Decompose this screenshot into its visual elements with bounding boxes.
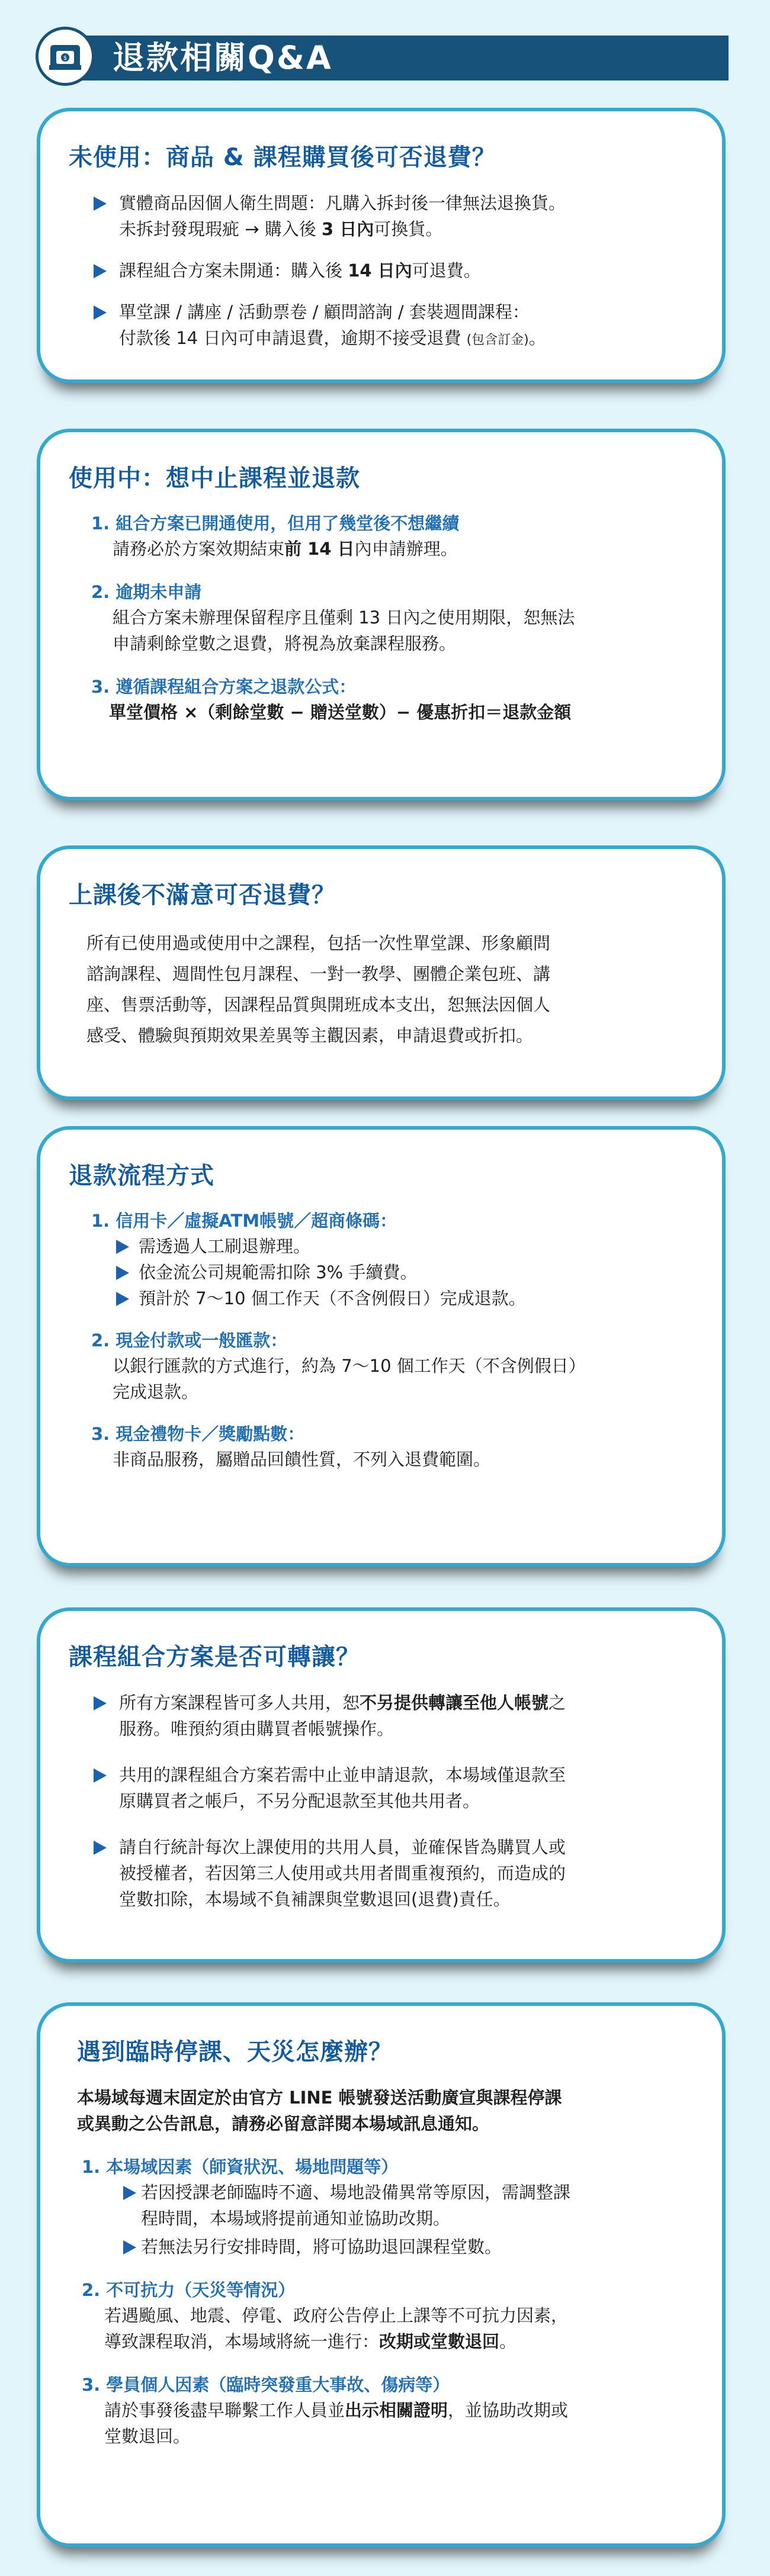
triangle-bullet-icon: [116, 1266, 129, 1280]
intro-text: 或異動之公告訊息，請務必留意詳閱本場域訊息通知。: [77, 2114, 490, 2134]
card-title: 使用中：想中止課程並退款: [69, 465, 360, 492]
numbered-heading: 1. 本場域因素（師資狀況、場地問題等）: [82, 2157, 399, 2177]
card-class-suspension: [37, 2002, 726, 2547]
triangle-bullet-icon: [116, 1240, 129, 1254]
triangle-bullet-icon: [94, 305, 107, 320]
triangle-bullet-icon: [94, 1841, 107, 1855]
item-text: 原購買者之帳戶，不另分配退款至其他共用者。: [119, 1791, 480, 1811]
item-text: 請於事發後盡早聯繫工作人員並出示相關證明，並協助改期或: [104, 2400, 569, 2420]
item-text: 若遇颱風、地震、停電、政府公告停止上課等不可抗力因素，: [104, 2305, 569, 2326]
paragraph-line: 諮詢課程、週間性包月課程、一對一教學、團體企業包班、講: [86, 964, 551, 984]
paragraph-line: 座、售票活動等，因課程品質與開班成本支出，恕無法因個人: [86, 995, 551, 1015]
item-text: 被授權者，若因第三人使用或共用者間重複預約，而造成的: [119, 1863, 566, 1883]
list-item: 預計於 7～10 個工作天（不含例假日）完成退款。: [69, 1285, 681, 1311]
list-item: [69, 190, 681, 242]
card-unsatisfied: [37, 845, 726, 1100]
page-title: 退款相關Q&A: [113, 39, 333, 76]
item-text: 服務。唯預約須由購買者帳號操作。: [119, 1719, 394, 1739]
item-text: 申請剩餘堂數之退費，將視為放棄課程服務。: [113, 633, 457, 654]
item-text: 付款後 14 日內可申請退費，逾期不接受退費 (包含訂金)。: [119, 328, 546, 348]
refund-formula: 單堂價格 ×（剩餘堂數 − 贈送堂數）− 優惠折扣＝退款金額: [109, 702, 572, 722]
list-item: 若無法另行安排時間，將可協助退回課程堂數。: [69, 2234, 681, 2260]
card-title: 退款流程方式: [69, 1162, 214, 1189]
item-text: 以銀行匯款的方式進行，約為 7～10 個工作天（不含例假日）: [113, 1356, 586, 1376]
list-item: [69, 1690, 681, 1742]
triangle-bullet-icon: [116, 1292, 129, 1306]
list-item: 若因授課老師臨時不適、場地設備異常等原因，需調整課 程時間，本場域將提前通知並協助改期。: [69, 2179, 681, 2231]
svg-text:$: $: [63, 55, 68, 62]
item-text: 完成退款。: [113, 1382, 199, 1402]
card-title: 課程組合方案是否可轉讓？: [69, 1644, 360, 1671]
card-title: 上課後不滿意可否退費？: [69, 882, 336, 909]
numbered-heading: 1. 信用卡／虛擬ATM帳號／超商條碼：: [91, 1211, 397, 1231]
item-text: 所有方案課程皆可多人共用，恕不另提供轉讓至他人帳號之: [119, 1693, 566, 1713]
paragraph-line: 所有已使用過或使用中之課程，包括一次性單堂課、形象顧問: [86, 933, 551, 953]
numbered-heading: 3. 學員個人因素（臨時突發重大事故、傷病等）: [82, 2375, 450, 2395]
triangle-bullet-icon: [94, 1696, 107, 1710]
item-text: 堂數扣除，本場域不負補課與堂數退回(退費)責任。: [119, 1889, 511, 1909]
item-text: 課程組合方案未開通：購入後 14 日內可退費。: [119, 261, 481, 281]
triangle-bullet-icon: [94, 264, 107, 278]
numbered-heading: 2. 現金付款或一般匯款：: [91, 1330, 288, 1350]
item-text: 請務必於方案效期結束前 14 日內申請辦理。: [113, 539, 458, 559]
card-transfer: [37, 1607, 726, 1963]
card-title: 未使用：商品 & 課程購買後可否退費？: [69, 144, 496, 171]
item-text: 單堂課 / 講座 / 活動票卷 / 顧問諮詢 / 套裝週間課程：: [119, 302, 530, 322]
money-icon: [36, 27, 95, 86]
list-item: [69, 299, 681, 353]
numbered-heading: 3. 遵循課程組合方案之退款公式：: [91, 677, 357, 697]
card-refund-process: [37, 1126, 726, 1567]
item-text: 實體商品因個人衛生問題：凡購入拆封後一律無法退換貨。: [119, 193, 566, 213]
triangle-bullet-icon: [123, 2240, 136, 2255]
list-item: [69, 1834, 681, 1912]
list-item: 依金流公司規範需扣除 3% 手續費。: [69, 1259, 681, 1285]
card-in-use-refund: [37, 429, 726, 800]
item-text: 組合方案未辦理保留程序且僅剩 13 日內之使用期限，恕無法: [113, 607, 575, 628]
paragraph-line: 感受、體驗與預期效果差異等主觀因素，申請退費或折扣。: [86, 1025, 534, 1046]
numbered-heading: 2. 逾期未申請: [91, 582, 202, 602]
item-text: 導致課程取消，本場域將統一進行：改期或堂數退回。: [104, 2331, 517, 2352]
item-text: 未拆封發現瑕疵 → 購入後 3 日內可換貨。: [119, 219, 443, 239]
triangle-bullet-icon: [94, 1768, 107, 1783]
triangle-bullet-icon: [123, 2186, 136, 2200]
intro-text: 本場域每週末固定於由官方 LINE 帳號發送活動廣宣與課程停課: [77, 2088, 562, 2108]
item-text: 非商品服務，屬贈品回饋性質，不列入退費範圍。: [113, 1449, 491, 1469]
card-unused-refund: [37, 108, 726, 383]
triangle-bullet-icon: [94, 197, 107, 211]
list-item: [69, 258, 681, 284]
list-item: [69, 1762, 681, 1814]
card-title: 遇到臨時停課、天災怎麼辦？: [77, 2038, 393, 2066]
list-item: 需透過人工刷退辦理。: [69, 1233, 681, 1259]
numbered-heading: 3. 現金禮物卡／獎勵點數：: [91, 1424, 305, 1444]
item-text: 共用的課程組合方案若需中止並申請退款，本場域僅退款至: [119, 1765, 566, 1785]
numbered-heading: 2. 不可抗力（天災等情況）: [82, 2280, 296, 2300]
item-text: 請自行統計每次上課使用的共用人員，並確保皆為購買人或: [119, 1837, 566, 1857]
page-header: [36, 27, 729, 86]
numbered-heading: 1. 組合方案已開通使用，但用了幾堂後不想繼續: [91, 513, 460, 533]
item-text: 堂數退回。: [104, 2426, 191, 2446]
